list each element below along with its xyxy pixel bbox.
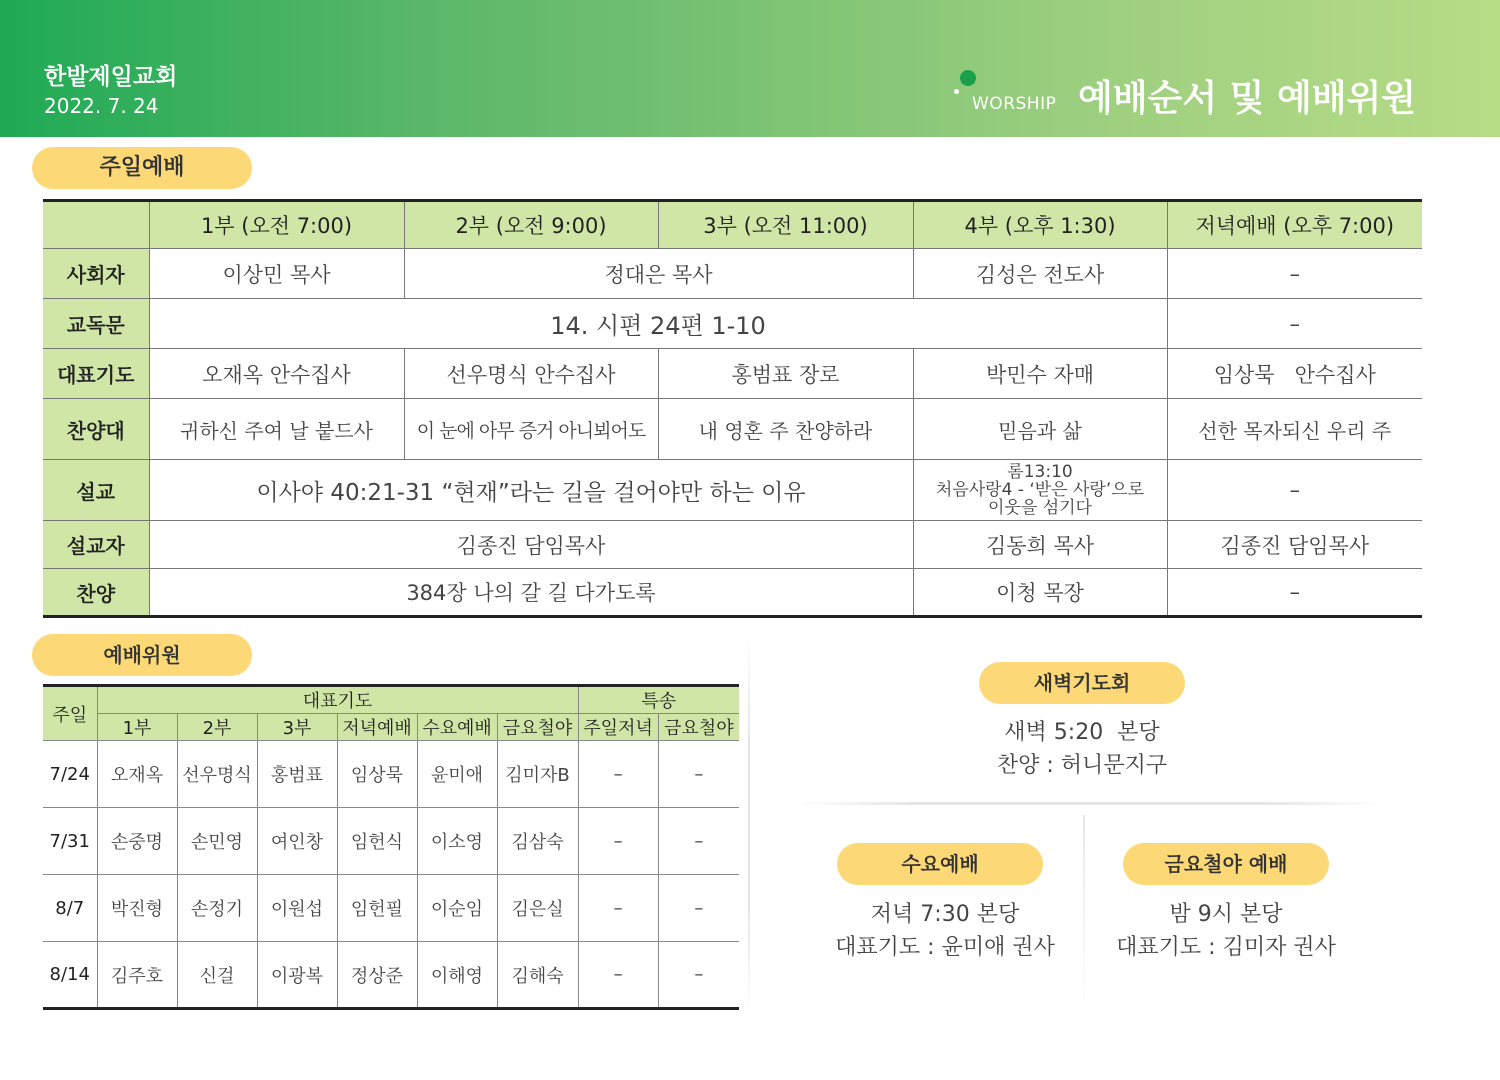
sermon-line: 처음사랑4 - ‘받은 사랑’으로 (935, 480, 1145, 500)
table-cell: 김은실 (497, 875, 578, 942)
table-header-row (43, 714, 739, 741)
table-cell: 정대은 목사 (404, 249, 913, 299)
column-header: 2부 (오전 9:00) (404, 201, 658, 249)
row-label: 찬양대 (43, 399, 149, 460)
info-line: 찬양 : 허니문지구 (996, 753, 1168, 778)
column-header: 주일 (43, 686, 97, 741)
green-dot-icon (960, 70, 976, 86)
table-row (43, 875, 739, 942)
table-cell: 손민영 (177, 808, 257, 875)
column-header: 2부 (177, 714, 257, 741)
table-cell: 김동희 목사 (913, 521, 1167, 569)
table-cell: 임헌필 (337, 875, 417, 942)
sermon-line: 롬13:10 (1007, 462, 1073, 482)
friday-vigil-info (1085, 898, 1367, 964)
table-row (43, 460, 1422, 521)
table-cell: 이순임 (417, 875, 497, 942)
column-header: 저녁예배 (337, 714, 417, 741)
committee-pill: 예배위원 (32, 634, 252, 676)
table-cell: – (1167, 249, 1422, 299)
date-cell: 7/31 (43, 808, 97, 875)
table-cell: – (1167, 299, 1422, 349)
table-cell: – (578, 808, 658, 875)
table-cell: 이해영 (417, 942, 497, 1009)
worship-label: WORSHIP (972, 94, 1057, 114)
column-header: 금요철야 (497, 714, 578, 741)
table-cell: 오재옥 안수집사 (149, 349, 404, 399)
table-cell: 손정기 (177, 875, 257, 942)
sunday-worship-table (43, 199, 1422, 618)
table-cell: – (658, 741, 739, 808)
table-row (43, 942, 739, 1009)
corner-cell (43, 201, 149, 249)
table-cell: 임상묵 안수집사 (1167, 349, 1422, 399)
table-cell: 임상묵 (337, 741, 417, 808)
info-line: 새벽 5:20 본당 (1004, 720, 1160, 745)
table-cell: 윤미애 (417, 741, 497, 808)
column-header: 3부 (오전 11:00) (658, 201, 913, 249)
column-header: 1부 (오전 7:00) (149, 201, 404, 249)
info-line: 저녁 7:30 본당 (870, 902, 1020, 927)
wednesday-worship-info (800, 898, 1090, 964)
table-row (43, 808, 739, 875)
table-header-row (43, 201, 1422, 249)
column-header: 수요예배 (417, 714, 497, 741)
table-cell: 정상준 (337, 942, 417, 1009)
date-cell: 7/24 (43, 741, 97, 808)
table-cell: 선한 목자되신 우리 주 (1167, 399, 1422, 460)
header-banner (0, 0, 1500, 137)
wednesday-worship-pill: 수요예배 (837, 843, 1043, 885)
table-cell: – (658, 942, 739, 1009)
column-header: 금요철야 (658, 714, 739, 741)
table-cell: 이광복 (257, 942, 337, 1009)
table-cell: 김주호 (97, 942, 177, 1009)
table-cell: 김미자B (497, 741, 578, 808)
table-cell: 이청 목장 (913, 569, 1167, 617)
column-header: 저녁예배 (오후 7:00) (1167, 201, 1422, 249)
dawn-prayer-info (940, 716, 1224, 782)
white-dot-icon (954, 89, 959, 94)
table-cell: 김종진 담임목사 (1167, 521, 1422, 569)
table-cell: 384장 나의 갈 길 다가도록 (149, 569, 913, 617)
column-header: 특송 (578, 686, 739, 714)
table-cell: – (578, 875, 658, 942)
table-row (43, 299, 1422, 349)
table-row (43, 349, 1422, 399)
column-header: 대표기도 (97, 686, 578, 714)
table-cell: 믿음과 삶 (913, 399, 1167, 460)
table-cell: 이원섭 (257, 875, 337, 942)
page-title: 예배순서 및 예배위원 (1078, 78, 1417, 119)
table-cell: 홍범표 장로 (658, 349, 913, 399)
horizontal-divider (795, 802, 1385, 805)
column-header: 주일저녁 (578, 714, 658, 741)
sunday-worship-pill: 주일예배 (32, 147, 252, 189)
table-cell: 김종진 담임목사 (149, 521, 913, 569)
table-cell: 귀하신 주여 날 붙드사 (149, 399, 404, 460)
date-cell: 8/7 (43, 875, 97, 942)
table-row (43, 741, 739, 808)
row-label: 대표기도 (43, 349, 149, 399)
row-label: 찬양 (43, 569, 149, 617)
table-cell: 오재옥 (97, 741, 177, 808)
table-cell: – (1167, 460, 1422, 521)
table-cell: 홍범표 (257, 741, 337, 808)
info-line: 대표기도 : 김미자 권사 (1116, 935, 1336, 960)
table-cell: 여인창 (257, 808, 337, 875)
table-header-row (43, 686, 739, 714)
column-header: 1부 (97, 714, 177, 741)
table-cell: 김성은 전도사 (913, 249, 1167, 299)
bulletin-date: 2022. 7. 24 (44, 94, 159, 118)
table-row (43, 399, 1422, 460)
table-cell: 내 영혼 주 찬양하라 (658, 399, 913, 460)
table-cell: 박민수 자매 (913, 349, 1167, 399)
row-label: 설교자 (43, 521, 149, 569)
committee-table (43, 684, 739, 1010)
table-cell: 14. 시편 24편 1-10 (149, 299, 1167, 349)
table-cell: 이소영 (417, 808, 497, 875)
table-cell: 선우명식 안수집사 (404, 349, 658, 399)
table-cell: 손중명 (97, 808, 177, 875)
table-cell: 신걸 (177, 942, 257, 1009)
table-cell: – (658, 808, 739, 875)
table-cell: – (658, 875, 739, 942)
table-cell: – (1167, 569, 1422, 617)
table-cell: 임헌식 (337, 808, 417, 875)
table-cell: 김해숙 (497, 942, 578, 1009)
info-line: 대표기도 : 윤미애 권사 (835, 935, 1055, 960)
table-row (43, 521, 1422, 569)
column-header: 4부 (오후 1:30) (913, 201, 1167, 249)
info-line: 밤 9시 본당 (1169, 902, 1283, 927)
vertical-divider (748, 632, 750, 1017)
table-cell: 이 눈에 아무 증거 아니뵈어도 (404, 399, 658, 460)
dawn-prayer-pill: 새벽기도회 (979, 662, 1185, 704)
table-cell: 박진형 (97, 875, 177, 942)
row-label: 설교 (43, 460, 149, 521)
church-name: 한밭제일교회 (44, 64, 178, 90)
table-cell: 이상민 목사 (149, 249, 404, 299)
table-cell: 이사야 40:21-31 “현재”라는 길을 걸어야만 하는 이유 (149, 460, 913, 521)
table-cell (913, 460, 1167, 521)
table-row (43, 569, 1422, 617)
table-cell: 김삼숙 (497, 808, 578, 875)
column-header: 3부 (257, 714, 337, 741)
table-row (43, 249, 1422, 299)
table-cell: – (578, 741, 658, 808)
date-cell: 8/14 (43, 942, 97, 1009)
sermon-line: 이웃을 섬기다 (988, 498, 1092, 518)
row-label: 사회자 (43, 249, 149, 299)
table-cell: – (578, 942, 658, 1009)
friday-vigil-pill: 금요철야 예배 (1123, 843, 1329, 885)
table-cell: 선우명식 (177, 741, 257, 808)
row-label: 교독문 (43, 299, 149, 349)
